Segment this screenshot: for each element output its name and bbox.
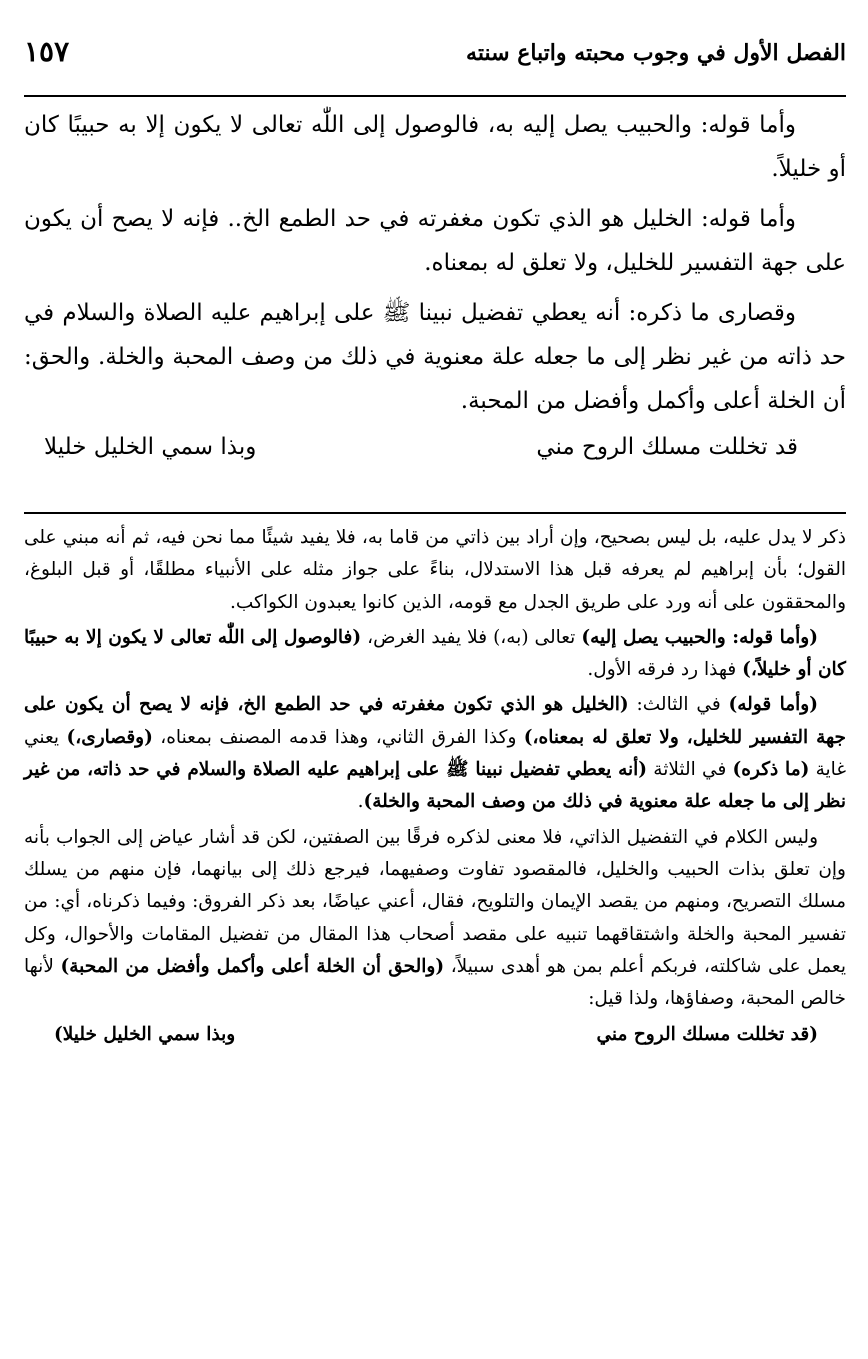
commentary-text: وليس الكلام في التفضيل الذاتي، فلا معنى لذكره فرقًا بين الصفتين، لكن قد أشار عياض إلى الجواب بأنه وإن تعلق بذات الحبيب والخليل، فالمقصود تفاوت وصفيهما، فيرجع ذلك إلى بيانهما، فإن منهم من يسلك مسلك التصريح، ومنهم من يقصد الإيمان والتلويح، فقال، أعني عياضًا، بعد ذكر الفروق: وفيما ذكرناه، أي: من تفسير المحبة والخلة واشتقاقهما تنبيه على مقصد أصحاب هذا المقال من تفضيل المقامات والأحوال، وكل يعمل على شاكلته، فربكم أعلم بمن هو أهدى سبيلاً، — [24, 826, 846, 977]
quoted-text: (أنه يعطي تفضيل نبينا ﷺ على إبراهيم عليه الصلاة والسلام في حد ذاته، من غير نظر إلى ما جعله علة معنوية في ذلك من وصف المحبة والخلة) — [24, 759, 846, 813]
running-title: الفصل الأول في وجوب محبته واتباع سنته — [466, 40, 846, 66]
verse-second-hemistich: وبذا سمي الخليل خليلا — [44, 434, 257, 460]
quoted-text: (الخليل هو الذي تكون مغفرته في حد الطمع الخ، فإنه لا يصح أن يكون على جهة التفسير للخليل، ولا تعلق له بمعناه،) — [24, 694, 846, 748]
commentary-text: وكذا الفرق الثاني، وهذا قدمه المصنف بمعناه، — [152, 726, 524, 748]
verse-first-hemistich: (قد تخللت مسلك الروح مني — [596, 1024, 818, 1046]
commentary-text: لأنها خالص المحبة، وصفاؤها، ولذا قيل: — [24, 955, 846, 1010]
page-number: ١٥٧ — [24, 35, 70, 68]
commentary — [24, 514, 846, 1052]
commentary-text: يعني غاية — [24, 726, 846, 781]
commentary-poetry-verse — [24, 1018, 846, 1052]
commentary-text: في الثالث: — [628, 694, 729, 716]
verse-second-hemistich: وبذا سمي الخليل خليلا) — [54, 1024, 236, 1046]
main-text — [24, 97, 846, 469]
commentary-paragraph: ذكر لا يدل عليه، بل ليس بصحيح، وإن أراد بين ذاتي من قاما به، فلا يفيد شيئًا مما نحن فيه، ثم أنه مبني على القول؛ بأن إبراهيم لم يعرفه قبل هذا الاستدلال، بناءً على جواز مثله على الأنبياء مطلقًا، أو قبل البلوغ، والمحققون على أنه ورد على طريق الجدل مع قومه، الذين كانوا يعبدون الكواكب. — [24, 527, 846, 613]
quoted-text: (وقصارى،) — [66, 726, 153, 748]
quoted-text: (والحق أن الخلة أعلى وأكمل وأفضل من المحبة) — [60, 955, 445, 977]
quoted-text: (وأما قوله: والحبيب يصل إليه) — [581, 626, 818, 648]
commentary-paragraph — [24, 822, 846, 1016]
main-paragraph: وأما قوله: والحبيب يصل إليه به، فالوصول إلى اللّٰه تعالى لا يكون إلا به حبيبًا كان أو خليلاً. — [24, 112, 846, 182]
commentary-paragraph — [24, 622, 846, 687]
quoted-text: (وأما قوله) — [728, 694, 818, 716]
main-paragraph: وأما قوله: الخليل هو الذي تكون مغفرته في حد الطمع الخ.. فإنه لا يصح أن يكون على جهة التفسير للخليل، ولا تعلق له بمعناه. — [24, 206, 846, 276]
verse-first-hemistich: قد تخللت مسلك الروح مني — [536, 434, 798, 460]
poetry-verse — [24, 425, 846, 469]
quoted-text: (فالوصول إلى اللّٰه تعالى لا يكون إلا به حبيبًا كان أو خليلاً،) — [24, 626, 846, 681]
commentary-text: فهذا رد فرقه الأول. — [587, 659, 743, 681]
main-paragraph: وقصارى ما ذكره: أنه يعطي تفضيل نبينا ﷺ على إبراهيم عليه الصلاة والسلام في حد ذاته من غير نظر إلى ما جعله علة معنوية في ذلك من وصف المحبة والخلة. والحق: أن الخلة أعلى وأكمل وأفضل من المحبة. — [24, 300, 846, 414]
commentary-text: تعالى (به،) فلا يفيد الغرض، — [361, 626, 582, 648]
commentary-text: . — [357, 791, 364, 813]
commentary-text: في الثلاثة — [647, 759, 733, 781]
commentary-paragraph — [24, 689, 846, 818]
quoted-text: (ما ذكره) — [732, 759, 810, 781]
page-header — [24, 0, 846, 97]
